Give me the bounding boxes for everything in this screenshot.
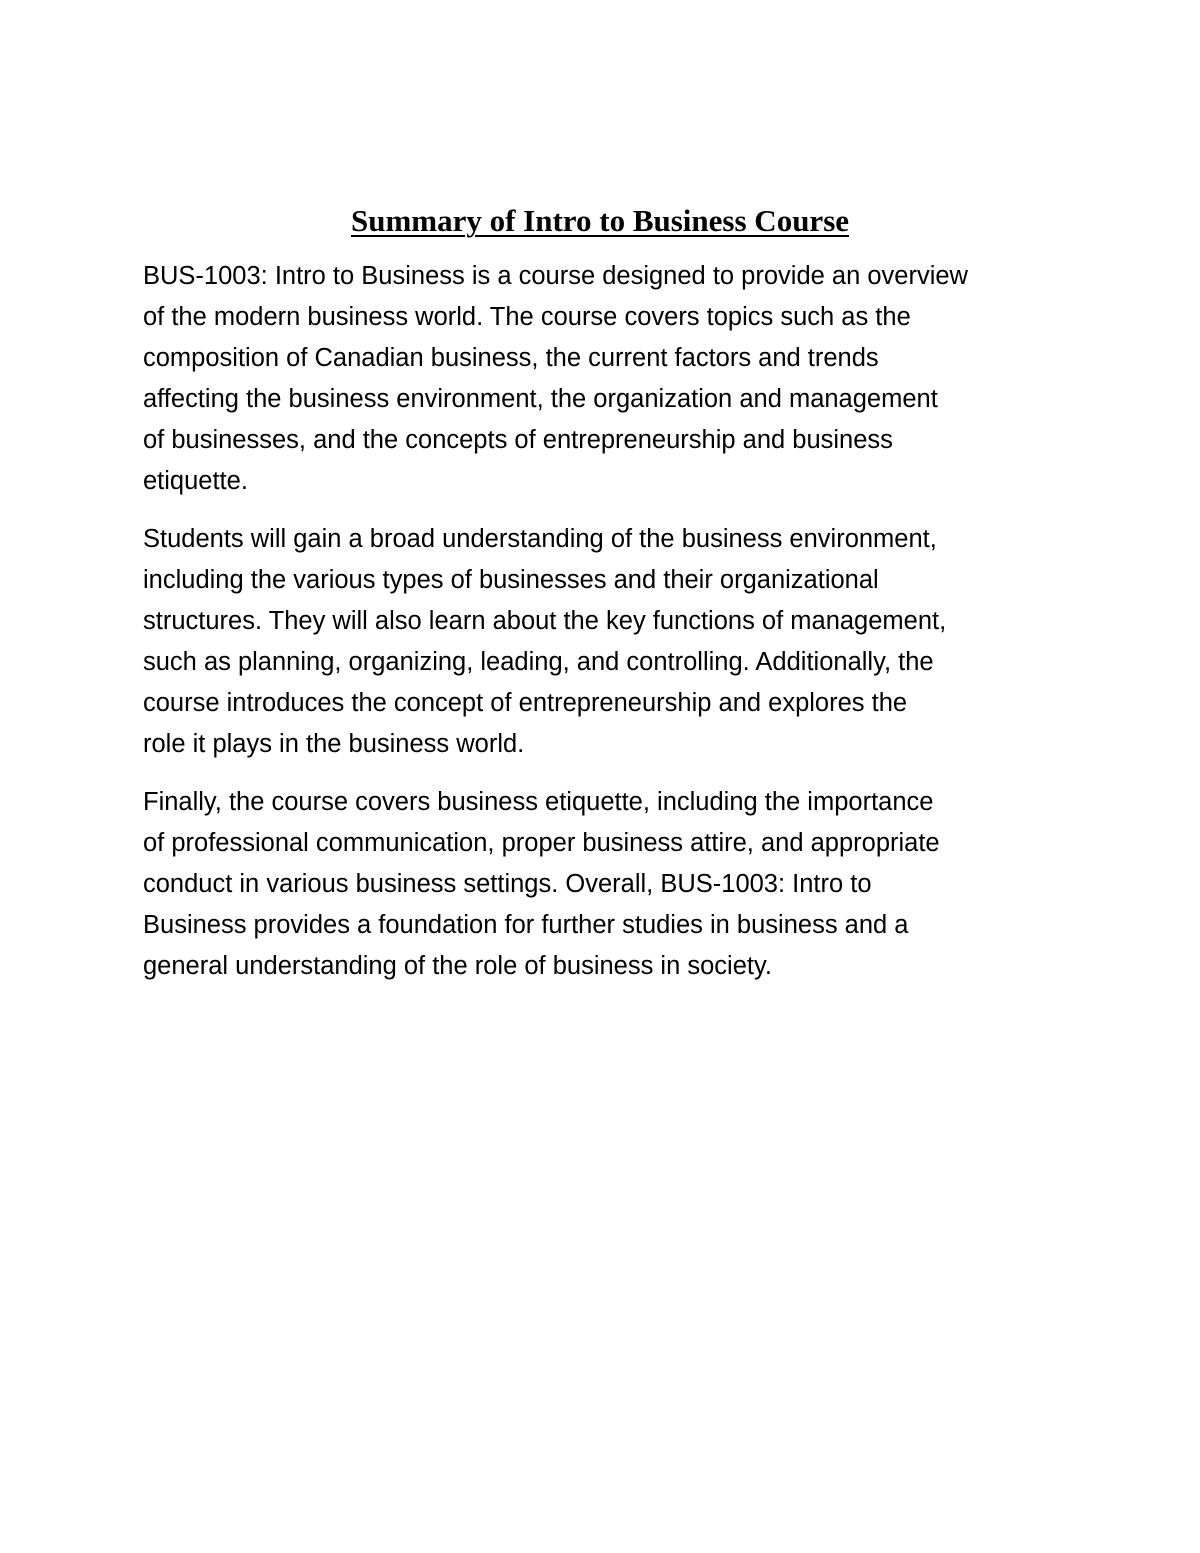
text-line: conduct in various business settings. Overall, BUS-1003: Intro to xyxy=(143,870,872,898)
text-line: role it plays in the business world. xyxy=(143,730,525,758)
text-line: Business provides a foundation for further studies in business and a xyxy=(143,911,909,939)
page-title: Summary of Intro to Business Course xyxy=(350,203,850,238)
text-line: general understanding of the role of business in society. xyxy=(143,952,772,980)
text-line: etiquette. xyxy=(143,467,248,495)
paragraph-1 xyxy=(143,256,1063,502)
text-line: of the modern business world. The course covers topics such as the xyxy=(143,303,911,331)
text-line: affecting the business environment, the organization and management xyxy=(143,385,938,413)
text-line: including the various types of businesses and their organizational xyxy=(143,566,879,594)
text-line: of professional communication, proper business attire, and appropriate xyxy=(143,829,940,857)
text-line: Students will gain a broad understanding of the business environment, xyxy=(143,525,937,553)
paragraph-2 xyxy=(143,519,1063,765)
text-line: Finally, the course covers business etiquette, including the importance xyxy=(143,788,934,816)
paragraph-3 xyxy=(143,782,1063,987)
text-line: BUS-1003: Intro to Business is a course designed to provide an overview xyxy=(143,262,968,290)
text-line: course introduces the concept of entrepreneurship and explores the xyxy=(143,689,908,717)
text-line: structures. They will also learn about the key functions of management, xyxy=(143,607,947,635)
text-line: composition of Canadian business, the current factors and trends xyxy=(143,344,879,372)
text-line: such as planning, organizing, leading, and controlling. Additionally, the xyxy=(143,648,934,676)
document-body xyxy=(143,256,1063,1004)
text-line: of businesses, and the concepts of entrepreneurship and business xyxy=(143,426,893,454)
